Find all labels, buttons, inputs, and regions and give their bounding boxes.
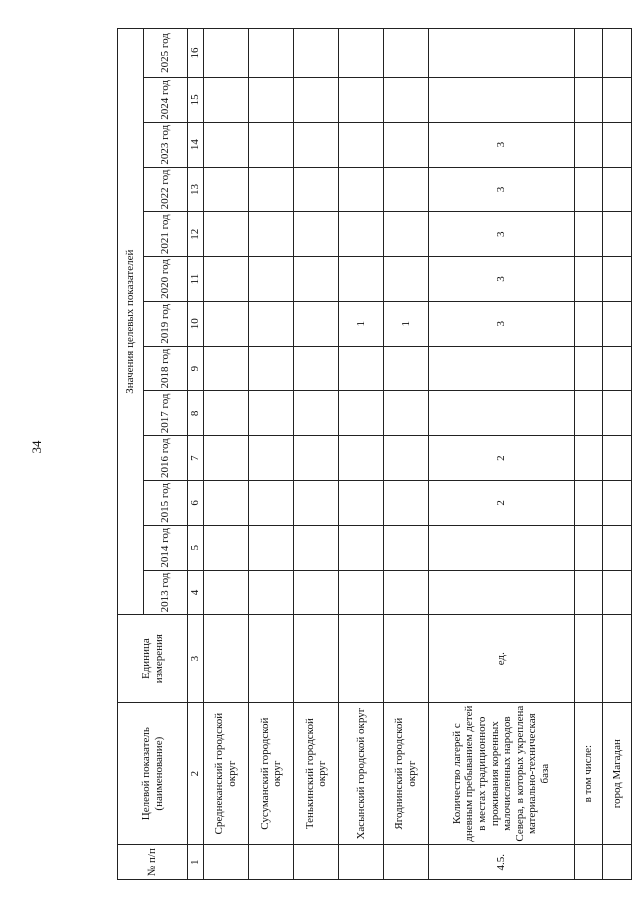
header-year: 2016 год [144,436,188,481]
header-year: 2025 год [144,29,188,78]
value-cell [339,525,384,570]
value-cell: 3 [428,257,574,302]
value-cell [203,436,249,481]
header-year: 2021 год [144,212,188,257]
value-cell [249,212,294,257]
value-cell [203,570,249,615]
row-name: Хасынский городской округ [339,702,384,845]
row-unit [574,615,602,703]
value-cell [383,212,428,257]
value-cell [294,257,339,302]
column-number: 4 [188,570,204,615]
value-cell [294,436,339,481]
row-unit [339,615,384,703]
value-cell [249,570,294,615]
value-cell [574,301,602,346]
row-number [339,845,384,880]
rotated-table-stage [117,28,632,880]
value-cell [249,525,294,570]
row-unit [602,615,631,703]
value-cell [203,301,249,346]
header-year: 2013 год [144,570,188,615]
value-cell [383,122,428,167]
header-year: 2014 год [144,525,188,570]
value-cell [602,78,631,123]
value-cell [602,122,631,167]
value-cell [249,481,294,526]
value-cell [383,78,428,123]
value-cell [294,481,339,526]
value-cell: 2 [428,481,574,526]
value-cell [383,167,428,212]
value-cell [294,167,339,212]
header-year: 2024 год [144,78,188,123]
row-unit [203,615,249,703]
column-number: 13 [188,167,204,212]
value-cell [339,257,384,302]
header-num: № п/п [118,845,188,880]
row-name: Количество лагерей с дневным пребыванием детей в местах традиционного проживания коренных малочисленных народов Севера, в которых укреплена материально-техническая база [428,702,574,845]
value-cell [249,29,294,78]
value-cell [339,346,384,391]
column-number: 14 [188,122,204,167]
row-number [574,845,602,880]
value-cell [203,167,249,212]
column-number: 7 [188,436,204,481]
value-cell [203,212,249,257]
value-cell: 2 [428,436,574,481]
value-cell [249,167,294,212]
value-cell [294,122,339,167]
row-number [203,845,249,880]
table-row [602,29,631,880]
table-row [203,29,249,880]
row-number [249,845,294,880]
page-number: 34 [29,440,44,454]
value-cell [602,525,631,570]
table-row [383,29,428,880]
value-cell [383,391,428,436]
row-name: город Магадан [602,702,631,845]
value-cell [602,167,631,212]
value-cell [602,257,631,302]
value-cell [602,346,631,391]
table-row [339,29,384,880]
value-cell [339,436,384,481]
column-number: 3 [188,615,204,703]
column-number: 6 [188,481,204,526]
header-name: Целевой показатель (наименование) [118,702,188,845]
row-unit: ед. [428,615,574,703]
value-cell [339,391,384,436]
row-unit [383,615,428,703]
value-cell: 3 [428,167,574,212]
value-cell [249,436,294,481]
value-cell [249,78,294,123]
column-number: 10 [188,301,204,346]
header-year: 2018 год [144,346,188,391]
value-cell [428,29,574,78]
column-number: 15 [188,78,204,123]
row-number [383,845,428,880]
row-name: Ягоднинский городской округ [383,702,428,845]
column-number: 5 [188,525,204,570]
column-number: 9 [188,346,204,391]
header-year: 2015 год [144,481,188,526]
value-cell [249,391,294,436]
value-cell [383,481,428,526]
value-cell [602,570,631,615]
value-cell [203,525,249,570]
header-values-group: Значения целевых показателей [118,29,144,615]
value-cell [339,570,384,615]
header-year: 2020 год [144,257,188,302]
column-number: 1 [188,845,204,880]
value-cell [574,78,602,123]
value-cell [574,391,602,436]
value-cell [203,257,249,302]
value-cell [602,481,631,526]
value-cell [294,391,339,436]
value-cell [428,570,574,615]
header-year: 2022 год [144,167,188,212]
value-cell [294,78,339,123]
header-year: 2023 год [144,122,188,167]
header-year: 2017 год [144,391,188,436]
value-cell [249,122,294,167]
value-cell [383,29,428,78]
value-cell [203,391,249,436]
indicators-table [117,28,632,880]
table-row [428,29,574,880]
table-row [249,29,294,880]
value-cell: 3 [428,301,574,346]
value-cell [574,257,602,302]
value-cell [339,29,384,78]
row-number [602,845,631,880]
header-unit: Единица измерения [118,615,188,703]
column-number: 11 [188,257,204,302]
value-cell [574,212,602,257]
value-cell [574,29,602,78]
column-number: 2 [188,702,204,845]
value-cell [574,481,602,526]
value-cell: 3 [428,122,574,167]
header-year: 2019 год [144,301,188,346]
value-cell [574,525,602,570]
row-unit [249,615,294,703]
value-cell [249,301,294,346]
value-cell [339,78,384,123]
value-cell [249,257,294,302]
value-cell [203,78,249,123]
value-cell [574,346,602,391]
value-cell: 1 [339,301,384,346]
value-cell [383,570,428,615]
table-row [294,29,339,880]
value-cell [602,301,631,346]
value-cell [428,525,574,570]
value-cell [574,122,602,167]
value-cell [203,481,249,526]
value-cell: 1 [383,301,428,346]
value-cell [383,525,428,570]
value-cell [383,346,428,391]
column-number: 8 [188,391,204,436]
row-name: в том числе: [574,702,602,845]
value-cell [294,301,339,346]
value-cell [428,346,574,391]
row-name: Тенькинский городской округ [294,702,339,845]
row-unit [294,615,339,703]
value-cell [602,436,631,481]
value-cell [383,436,428,481]
value-cell [203,346,249,391]
row-number: 4.5. [428,845,574,880]
value-cell [203,122,249,167]
table-row [574,29,602,880]
column-number: 12 [188,212,204,257]
value-cell [574,167,602,212]
value-cell [294,570,339,615]
value-cell [602,29,631,78]
value-cell [383,257,428,302]
value-cell [339,212,384,257]
value-cell [203,29,249,78]
value-cell [249,346,294,391]
value-cell [574,436,602,481]
value-cell [602,212,631,257]
value-cell [339,481,384,526]
row-number [294,845,339,880]
value-cell [294,346,339,391]
value-cell [574,570,602,615]
value-cell [294,525,339,570]
value-cell: 3 [428,212,574,257]
column-number: 16 [188,29,204,78]
row-name: Среднеканский городской округ [203,702,249,845]
value-cell [339,167,384,212]
value-cell [428,391,574,436]
value-cell [294,29,339,78]
value-cell [339,122,384,167]
row-name: Сусуманский городской округ [249,702,294,845]
value-cell [602,391,631,436]
value-cell [428,78,574,123]
value-cell [294,212,339,257]
